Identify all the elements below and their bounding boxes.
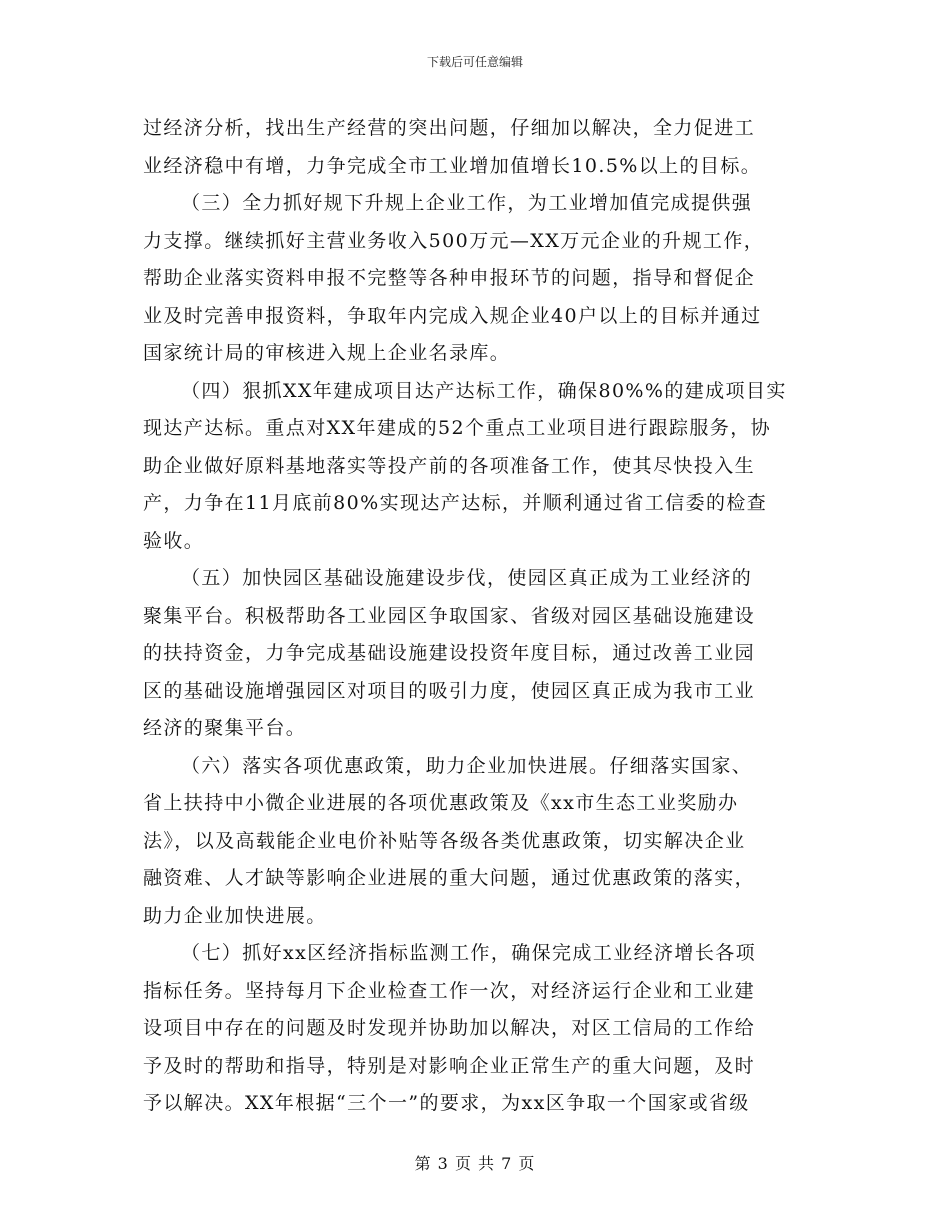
text-line: 省上扶持中小微企业进展的各项优惠政策及《xx市生态工业奖励办: [143, 792, 739, 814]
paragraph-start-line: （三）全力抓好规下升规上企业工作，为工业增加值完成提供强: [181, 192, 753, 214]
text-line: 过经济分析，找出生产经营的突出问题，仔细加以解决，全力促进工: [143, 117, 756, 139]
text-line: 经济的聚集平台。: [143, 717, 307, 739]
text-line: 设项目中存在的问题及时发现并协助加以解决，对区工信局的工作给: [143, 1017, 756, 1039]
text-line: 的扶持资金，力争完成基础设施建设投资年度目标，通过改善工业园: [143, 642, 756, 664]
text-line: 融资难、人才缺等影响企业进展的重大问题，通过优惠政策的落实，: [143, 867, 756, 889]
paragraph-start-line: （七）抓好xx区经济指标监测工作，确保完成工业经济增长各项: [181, 942, 757, 964]
text-line: 帮助企业落实资料申报不完整等各种申报环节的问题，指导和督促企: [143, 267, 756, 289]
text-line: 力支撑。继续抓好主营业务收入500万元—XX万元企业的升规工作，: [143, 229, 765, 252]
text-line: 法》，以及高载能企业电价补贴等各级各类优惠政策，切实解决企业: [143, 829, 746, 852]
text-line: 助力企业加快进展。: [143, 904, 327, 927]
text-line: 予及时的帮助和指导，特别是对影响企业正常生产的重大问题，及时: [143, 1054, 756, 1077]
text-line: 业及时完善申报资料，争取年内完成入规企业40户以上的目标并通过: [143, 304, 762, 327]
text-line: 助企业做好原料基地落实等投产前的各项准备工作，使其尽快投入生: [143, 454, 756, 477]
text-line: 现达产达标。重点对XX年建成的52个重点工业项目进行跟踪服务，协: [143, 417, 772, 439]
text-line: 国家统计局的审核进入规上企业名录库。: [143, 342, 511, 364]
page-header: 下载后可任意编辑: [426, 55, 523, 69]
paragraph-start-line: （五）加快园区基础设施建设步伐，使园区真正成为工业经济的: [181, 567, 753, 589]
text-line: 予以解决。XX年根据“三个一”的要求，为xx区争取一个国家或省级: [143, 1092, 750, 1114]
text-line: 区的基础设施增强园区对项目的吸引力度，使园区真正成为我市工业: [143, 679, 756, 702]
text-line: 聚集平台。积极帮助各工业园区争取国家、省级对园区基础设施建设: [143, 604, 756, 627]
paragraph-start-line: （六）落实各项优惠政策，助力企业加快进展。仔细落实国家、: [181, 754, 753, 777]
paragraph-start-line: （四）狠抓XX年建成项目达产达标工作，确保80%%的建成项目实: [181, 379, 787, 402]
text-line: 业经济稳中有增，力争完成全市工业增加值增长10.5%以上的目标。: [143, 154, 762, 177]
text-line: 验收。: [143, 529, 205, 552]
page-number: 第 3 页 共 7 页: [414, 1154, 536, 1173]
body-text: [143, 110, 811, 1123]
text-line: 产，力争在11月底前80%实现达产达标，并顺利通过省工信委的检查: [143, 492, 768, 514]
text-line: 指标任务。坚持每月下企业检查工作一次，对经济运行企业和工业建: [143, 979, 756, 1002]
